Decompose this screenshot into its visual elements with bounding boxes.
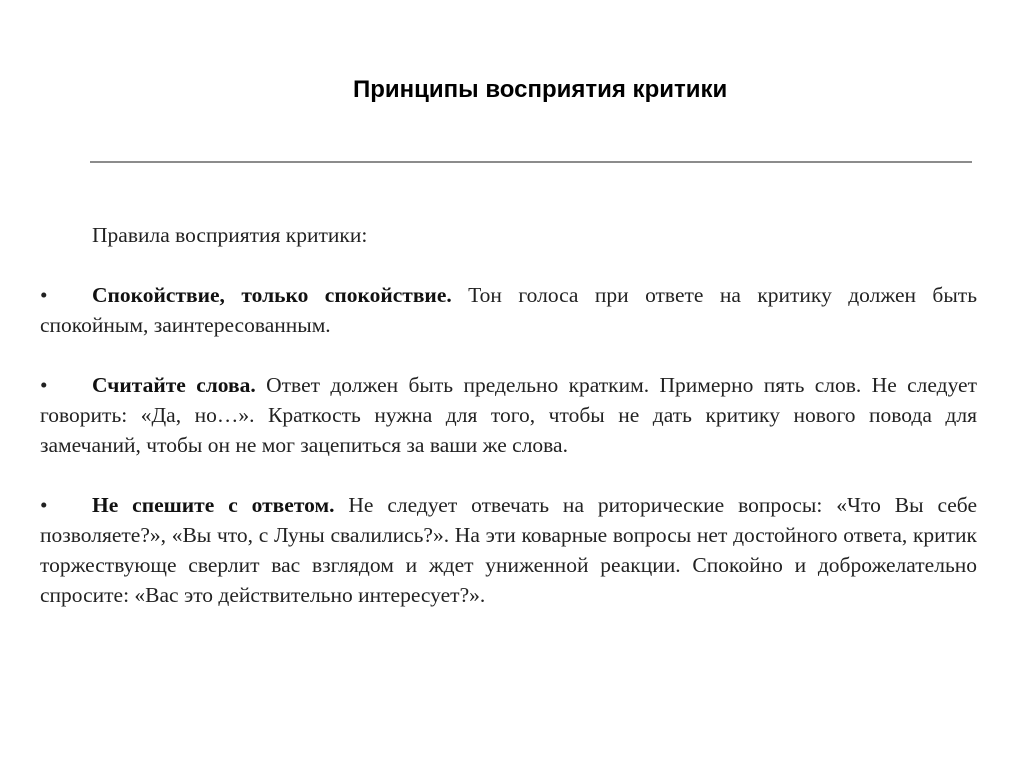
rule-name: Считайте слова. bbox=[92, 373, 256, 397]
bullet-icon: • bbox=[40, 373, 48, 397]
rule-text: Тон голоса при ответе на критику должен быть спокойным, заинтересованным. bbox=[40, 283, 977, 337]
rule-text: Ответ должен быть предельно кратким. Примерно пять слов. Не следует говорить: «Да, но…». Краткость нужна для того, чтобы не дать критику нового повода для замечаний, чтобы он не мог зацепиться за ваши же слова. bbox=[40, 373, 977, 457]
bullet-icon: • bbox=[40, 493, 48, 517]
rule-name: Спокойствие, только спокойствие. bbox=[92, 283, 452, 307]
title-divider bbox=[90, 161, 972, 163]
slide-title: Принципы восприятия критики bbox=[353, 76, 728, 103]
rule-item-calm bbox=[40, 280, 977, 340]
rule-name: Не спешите с ответом. bbox=[92, 493, 335, 517]
rule-item-count-words bbox=[40, 370, 977, 460]
rule-text: Не следует отвечать на риторические вопросы: «Что Вы себе позволяете?», «Вы что, с Луны свалились?». На эти коварные вопросы нет достойного ответа, критик торжествующе сверлит вас взглядом и ждет униженной реакции. Спокойно и доброжелательно спросите: «Вас это действительно интересует?». bbox=[40, 493, 977, 607]
rule-item-no-hurry bbox=[40, 490, 977, 610]
slide-body bbox=[40, 220, 977, 640]
rules-intro: Правила восприятия критики: bbox=[92, 223, 368, 247]
bullet-icon: • bbox=[40, 283, 48, 307]
